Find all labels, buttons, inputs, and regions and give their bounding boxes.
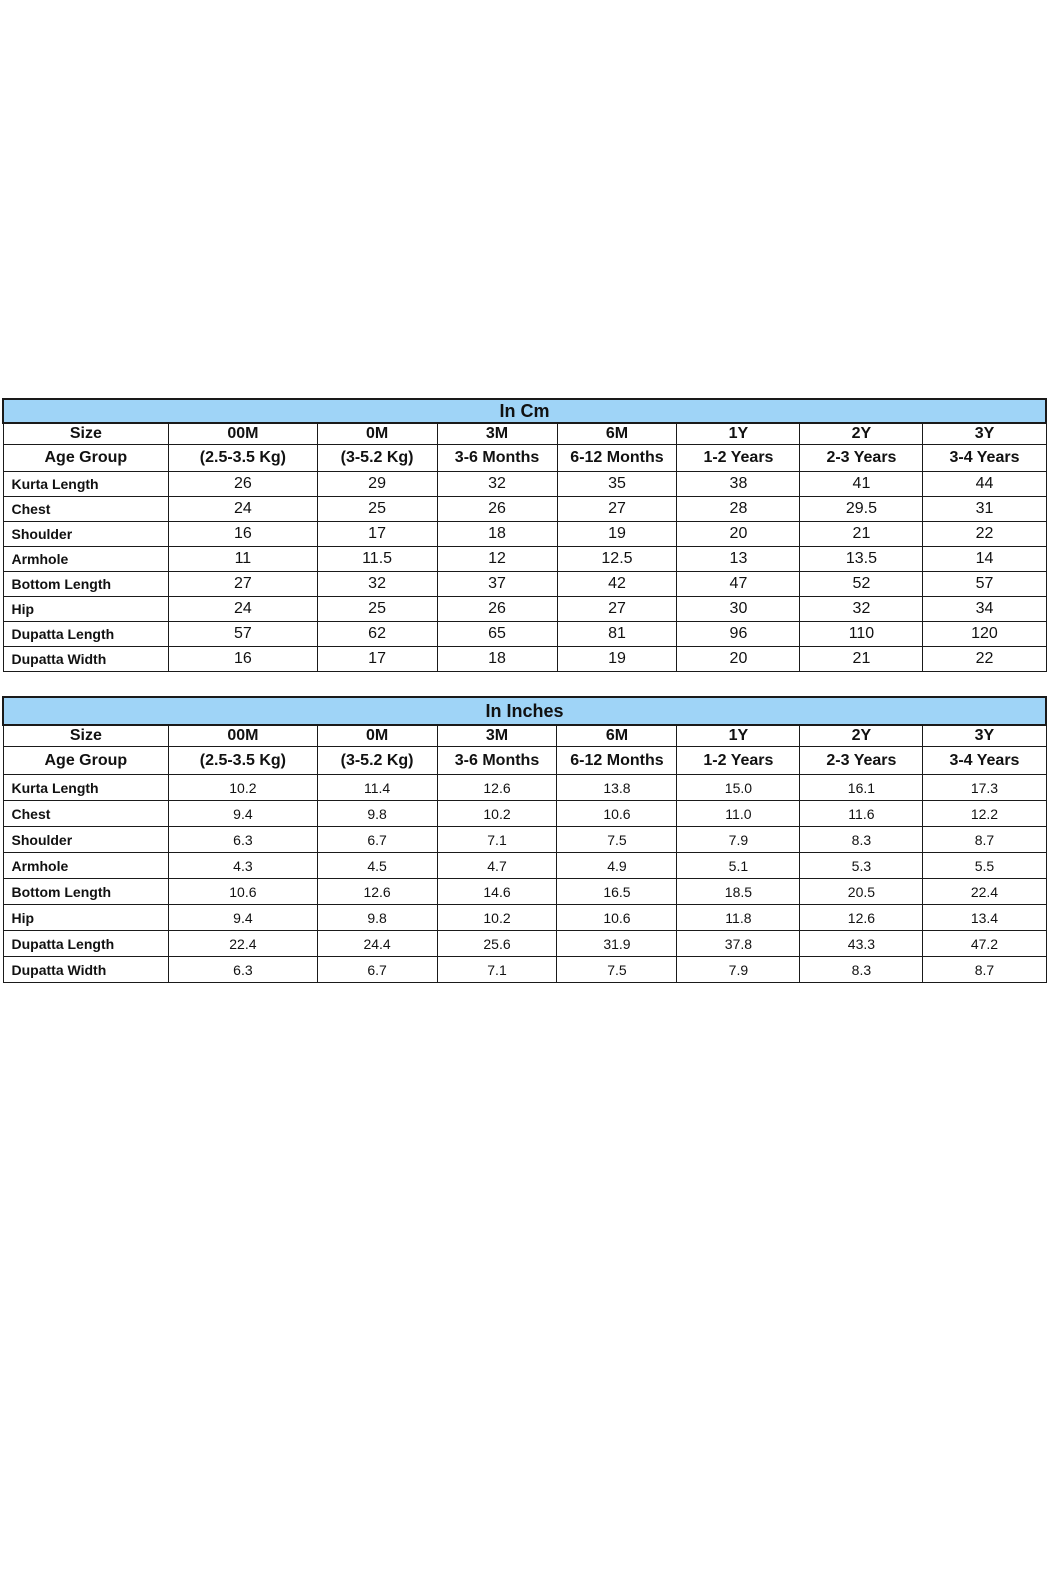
measurement-cell: 32: [317, 572, 437, 597]
measurement-cell: 28: [677, 497, 800, 522]
row-label: Chest: [3, 801, 169, 827]
measurement-cell: 110: [800, 622, 923, 647]
measurement-cell: 6.7: [317, 827, 437, 853]
measurement-cell: 32: [800, 597, 923, 622]
measurement-cell: 4.7: [437, 853, 557, 879]
row-label: Kurta Length: [3, 775, 169, 801]
measurement-cell: 24: [169, 597, 317, 622]
measurement-cell: 32: [437, 472, 557, 497]
size-header-cell: 2Y: [800, 725, 923, 747]
age-group-header-cell: (2.5-3.5 Kg): [169, 747, 317, 775]
measurement-cell: 4.9: [557, 853, 677, 879]
measurement-cell: 22.4: [923, 879, 1046, 905]
measurement-cell: 24: [169, 497, 317, 522]
measurement-cell: 26: [437, 497, 557, 522]
table-title: In Cm: [3, 399, 1046, 423]
size-header-label: Size: [3, 725, 169, 747]
table-row: [3, 801, 1046, 827]
row-label: Hip: [3, 597, 169, 622]
row-label: Shoulder: [3, 827, 169, 853]
size-header-label: Size: [3, 423, 169, 445]
size-header-cell: 00M: [169, 725, 317, 747]
measurement-cell: 12.6: [800, 905, 923, 931]
age-group-header-cell: 3-6 Months: [437, 747, 557, 775]
row-label: Armhole: [3, 547, 169, 572]
measurement-cell: 120: [923, 622, 1046, 647]
measurement-cell: 9.4: [169, 801, 317, 827]
measurement-cell: 14.6: [437, 879, 557, 905]
measurement-cell: 62: [317, 622, 437, 647]
measurement-cell: 6.7: [317, 957, 437, 983]
measurement-cell: 10.2: [437, 801, 557, 827]
measurement-cell: 4.5: [317, 853, 437, 879]
row-label: Armhole: [3, 853, 169, 879]
size-chart-inches-table: [2, 696, 1047, 983]
measurement-cell: 11.0: [677, 801, 800, 827]
measurement-cell: 31: [923, 497, 1046, 522]
table-row: [3, 931, 1046, 957]
row-label: Chest: [3, 497, 169, 522]
measurement-cell: 17.3: [923, 775, 1046, 801]
row-label: Dupatta Length: [3, 622, 169, 647]
age-group-header-label: Age Group: [3, 747, 169, 775]
size-header-cell: 3M: [437, 725, 557, 747]
table-row: [3, 879, 1046, 905]
measurement-cell: 11: [169, 547, 317, 572]
age-group-header-label: Age Group: [3, 445, 169, 472]
measurement-cell: 7.5: [557, 827, 677, 853]
age-group-header-cell: (3-5.2 Kg): [317, 445, 437, 472]
measurement-cell: 17: [317, 647, 437, 672]
measurement-cell: 8.7: [923, 957, 1046, 983]
age-group-header-cell: 1-2 Years: [677, 747, 800, 775]
measurement-cell: 7.1: [437, 957, 557, 983]
measurement-cell: 12.5: [557, 547, 677, 572]
table-row: [3, 827, 1046, 853]
measurement-cell: 10.6: [169, 879, 317, 905]
measurement-cell: 6.3: [169, 827, 317, 853]
table-row: [3, 472, 1046, 497]
row-label: Bottom Length: [3, 572, 169, 597]
measurement-cell: 30: [677, 597, 800, 622]
table-row: [3, 522, 1046, 547]
table-row: [3, 622, 1046, 647]
measurement-cell: 26: [169, 472, 317, 497]
measurement-cell: 25: [317, 597, 437, 622]
measurement-cell: 9.8: [317, 801, 437, 827]
measurement-cell: 41: [800, 472, 923, 497]
measurement-cell: 27: [557, 597, 677, 622]
measurement-cell: 14: [923, 547, 1046, 572]
age-group-header-cell: (3-5.2 Kg): [317, 747, 437, 775]
measurement-cell: 17: [317, 522, 437, 547]
measurement-cell: 13.4: [923, 905, 1046, 931]
measurement-cell: 12: [437, 547, 557, 572]
measurement-cell: 16.5: [557, 879, 677, 905]
measurement-cell: 10.6: [557, 801, 677, 827]
measurement-cell: 27: [169, 572, 317, 597]
table-row: [3, 497, 1046, 522]
measurement-cell: 10.2: [437, 905, 557, 931]
measurement-cell: 11.6: [800, 801, 923, 827]
measurement-cell: 7.5: [557, 957, 677, 983]
measurement-cell: 5.5: [923, 853, 1046, 879]
measurement-cell: 21: [800, 647, 923, 672]
table-title: In Inches: [3, 697, 1046, 725]
measurement-cell: 37: [437, 572, 557, 597]
size-header-cell: 0M: [317, 423, 437, 445]
measurement-cell: 21: [800, 522, 923, 547]
measurement-cell: 65: [437, 622, 557, 647]
size-header-cell: 1Y: [677, 423, 800, 445]
age-group-header-cell: 2-3 Years: [800, 445, 923, 472]
measurement-cell: 5.1: [677, 853, 800, 879]
measurement-cell: 16.1: [800, 775, 923, 801]
measurement-cell: 52: [800, 572, 923, 597]
measurement-cell: 9.8: [317, 905, 437, 931]
measurement-cell: 12.2: [923, 801, 1046, 827]
size-header-cell: 2Y: [800, 423, 923, 445]
row-label: Dupatta Width: [3, 647, 169, 672]
measurement-cell: 13: [677, 547, 800, 572]
measurement-cell: 11.5: [317, 547, 437, 572]
size-header-cell: 1Y: [677, 725, 800, 747]
measurement-cell: 15.0: [677, 775, 800, 801]
measurement-cell: 11.8: [677, 905, 800, 931]
measurement-cell: 47: [677, 572, 800, 597]
measurement-cell: 20: [677, 647, 800, 672]
table-row: [3, 572, 1046, 597]
measurement-cell: 57: [923, 572, 1046, 597]
measurement-cell: 18.5: [677, 879, 800, 905]
measurement-cell: 7.1: [437, 827, 557, 853]
measurement-cell: 38: [677, 472, 800, 497]
measurement-cell: 19: [557, 522, 677, 547]
measurement-cell: 57: [169, 622, 317, 647]
measurement-cell: 42: [557, 572, 677, 597]
measurement-cell: 12.6: [317, 879, 437, 905]
row-label: Bottom Length: [3, 879, 169, 905]
size-header-cell: 3M: [437, 423, 557, 445]
size-header-cell: 3Y: [923, 725, 1046, 747]
measurement-cell: 25.6: [437, 931, 557, 957]
size-chart-cm-table: [2, 398, 1047, 672]
measurement-cell: 47.2: [923, 931, 1046, 957]
measurement-cell: 25: [317, 497, 437, 522]
table-row: [3, 957, 1046, 983]
measurement-cell: 35: [557, 472, 677, 497]
measurement-cell: 81: [557, 622, 677, 647]
measurement-cell: 4.3: [169, 853, 317, 879]
measurement-cell: 44: [923, 472, 1046, 497]
age-group-header-cell: 3-4 Years: [923, 747, 1046, 775]
measurement-cell: 10.6: [557, 905, 677, 931]
size-header-cell: 00M: [169, 423, 317, 445]
age-group-header-cell: 2-3 Years: [800, 747, 923, 775]
measurement-cell: 16: [169, 522, 317, 547]
table-row: [3, 547, 1046, 572]
size-header-cell: 6M: [557, 423, 677, 445]
measurement-cell: 43.3: [800, 931, 923, 957]
measurement-cell: 20: [677, 522, 800, 547]
age-group-header-row: [3, 445, 1046, 472]
size-header-cell: 0M: [317, 725, 437, 747]
measurement-cell: 7.9: [677, 827, 800, 853]
row-label: Dupatta Length: [3, 931, 169, 957]
measurement-cell: 9.4: [169, 905, 317, 931]
measurement-cell: 10.2: [169, 775, 317, 801]
measurement-cell: 31.9: [557, 931, 677, 957]
table-title-row: [3, 399, 1046, 423]
measurement-cell: 8.3: [800, 957, 923, 983]
row-label: Shoulder: [3, 522, 169, 547]
size-header-cell: 3Y: [923, 423, 1046, 445]
age-group-header-cell: (2.5-3.5 Kg): [169, 445, 317, 472]
row-label: Dupatta Width: [3, 957, 169, 983]
measurement-cell: 12.6: [437, 775, 557, 801]
measurement-cell: 29.5: [800, 497, 923, 522]
measurement-cell: 29: [317, 472, 437, 497]
measurement-cell: 16: [169, 647, 317, 672]
age-group-header-cell: 3-6 Months: [437, 445, 557, 472]
measurement-cell: 6.3: [169, 957, 317, 983]
age-group-header-row: [3, 747, 1046, 775]
table-row: [3, 905, 1046, 931]
measurement-cell: 8.3: [800, 827, 923, 853]
measurement-cell: 5.3: [800, 853, 923, 879]
measurement-cell: 7.9: [677, 957, 800, 983]
measurement-cell: 13.5: [800, 547, 923, 572]
age-group-header-cell: 6-12 Months: [557, 747, 677, 775]
measurement-cell: 22.4: [169, 931, 317, 957]
measurement-cell: 22: [923, 647, 1046, 672]
age-group-header-cell: 3-4 Years: [923, 445, 1046, 472]
measurement-cell: 13.8: [557, 775, 677, 801]
measurement-cell: 18: [437, 647, 557, 672]
measurement-cell: 37.8: [677, 931, 800, 957]
size-header-row: [3, 725, 1046, 747]
table-row: [3, 597, 1046, 622]
size-header-row: [3, 423, 1046, 445]
measurement-cell: 24.4: [317, 931, 437, 957]
table-row: [3, 775, 1046, 801]
table-title-row: [3, 697, 1046, 725]
measurement-cell: 11.4: [317, 775, 437, 801]
measurement-cell: 26: [437, 597, 557, 622]
age-group-header-cell: 1-2 Years: [677, 445, 800, 472]
age-group-header-cell: 6-12 Months: [557, 445, 677, 472]
table-row: [3, 853, 1046, 879]
measurement-cell: 27: [557, 497, 677, 522]
measurement-cell: 34: [923, 597, 1046, 622]
measurement-cell: 96: [677, 622, 800, 647]
measurement-cell: 20.5: [800, 879, 923, 905]
row-label: Kurta Length: [3, 472, 169, 497]
row-label: Hip: [3, 905, 169, 931]
table-row: [3, 647, 1046, 672]
measurement-cell: 8.7: [923, 827, 1046, 853]
size-header-cell: 6M: [557, 725, 677, 747]
measurement-cell: 22: [923, 522, 1046, 547]
measurement-cell: 18: [437, 522, 557, 547]
measurement-cell: 19: [557, 647, 677, 672]
